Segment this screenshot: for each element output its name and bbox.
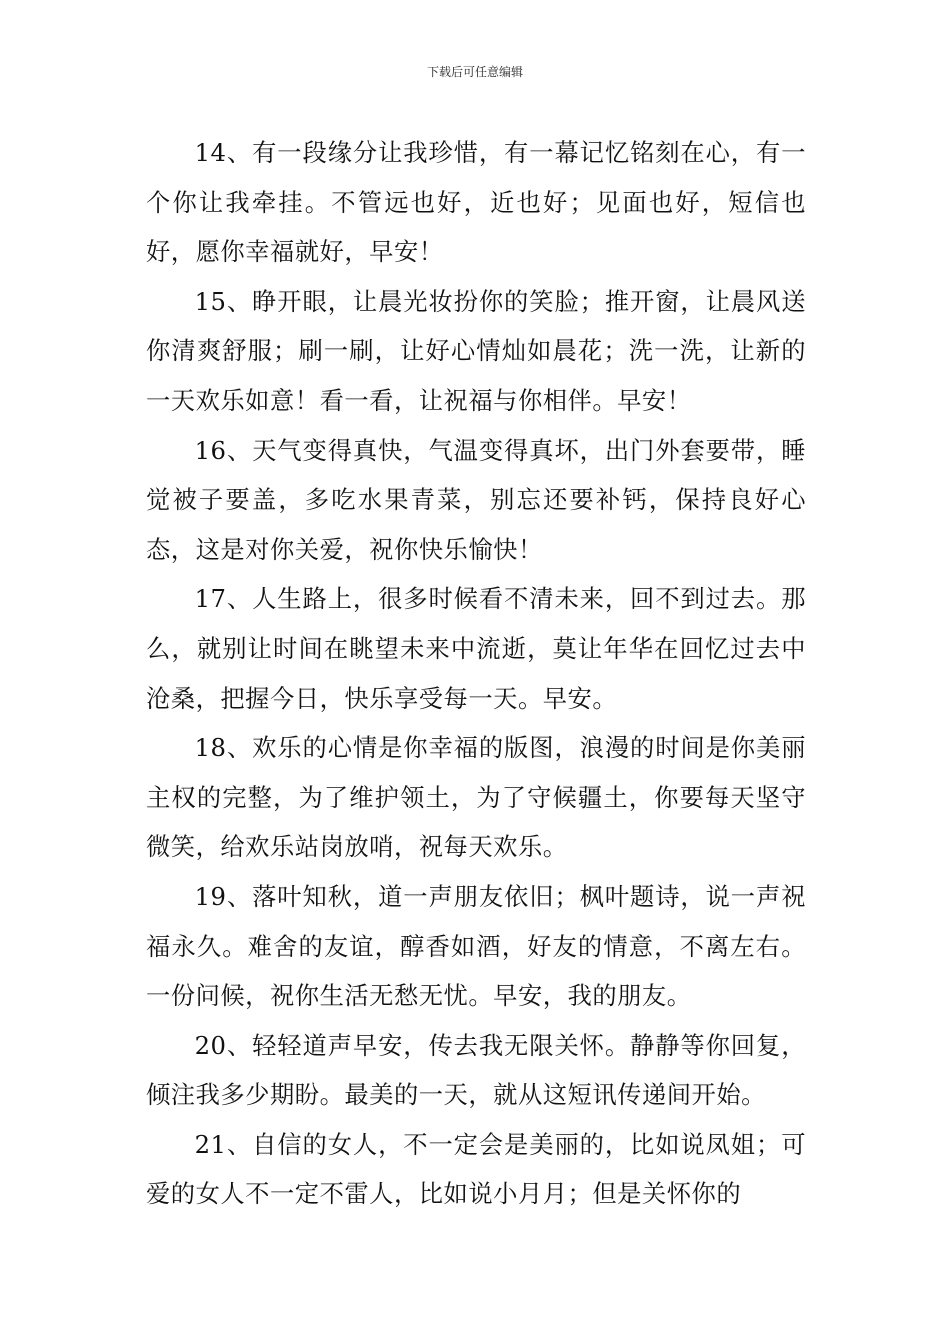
paragraph-20: 20、轻轻道声早安，传去我无限关怀。静静等你回复，倾注我多少期盼。最美的一天，就从这短讯传递间开始。 — [146, 1030, 806, 1110]
paragraph-18: 18、欢乐的心情是你幸福的版图，浪漫的时间是你美丽主权的完整，为了维护领土，为了守候疆土，你要每天坚守微笑，给欢乐站岗放哨，祝每天欢乐。 — [146, 733, 806, 862]
paragraph-17: 17、人生路上，很多时候看不清未来，回不到过去。那么，就别让时间在眺望未来中流逝，莫让年华在回忆过去中沧桑，把握今日，快乐享受每一天。早安。 — [146, 584, 806, 713]
paragraph-15: 15、睁开眼，让晨光妆扮你的笑脸；推开窗，让晨风送你清爽舒服；刷一刷，让好心情灿如晨花；洗一洗，让新的一天欢乐如意！看一看，让祝福与你相伴。早安！ — [146, 286, 806, 415]
paragraph-21: 21、自信的女人，不一定会是美丽的，比如说凤姐；可爱的女人不一定不雷人，比如说小月月；但是关怀你的 — [146, 1129, 806, 1209]
paragraph-16: 16、天气变得真快，气温变得真坏，出门外套要带，睡觉被子要盖，多吃水果青菜，别忘还要补钙，保持良好心态，这是对你关爱，祝你快乐愉快！ — [146, 435, 806, 564]
paragraph-14: 14、有一段缘分让我珍惜，有一幕记忆铭刻在心，有一个你让我牵挂。不管远也好，近也好；见面也好，短信也好，愿你幸福就好，早安！ — [146, 138, 806, 267]
page-header: 下载后可任意编辑 — [426, 65, 523, 79]
paragraph-19: 19、落叶知秋，道一声朋友依旧；枫叶题诗，说一声祝福永久。难舍的友谊，醇香如酒，好友的情意，不离左右。一份问候，祝你生活无愁无忧。早安，我的朋友。 — [146, 881, 806, 1011]
document-body — [146, 128, 806, 1219]
